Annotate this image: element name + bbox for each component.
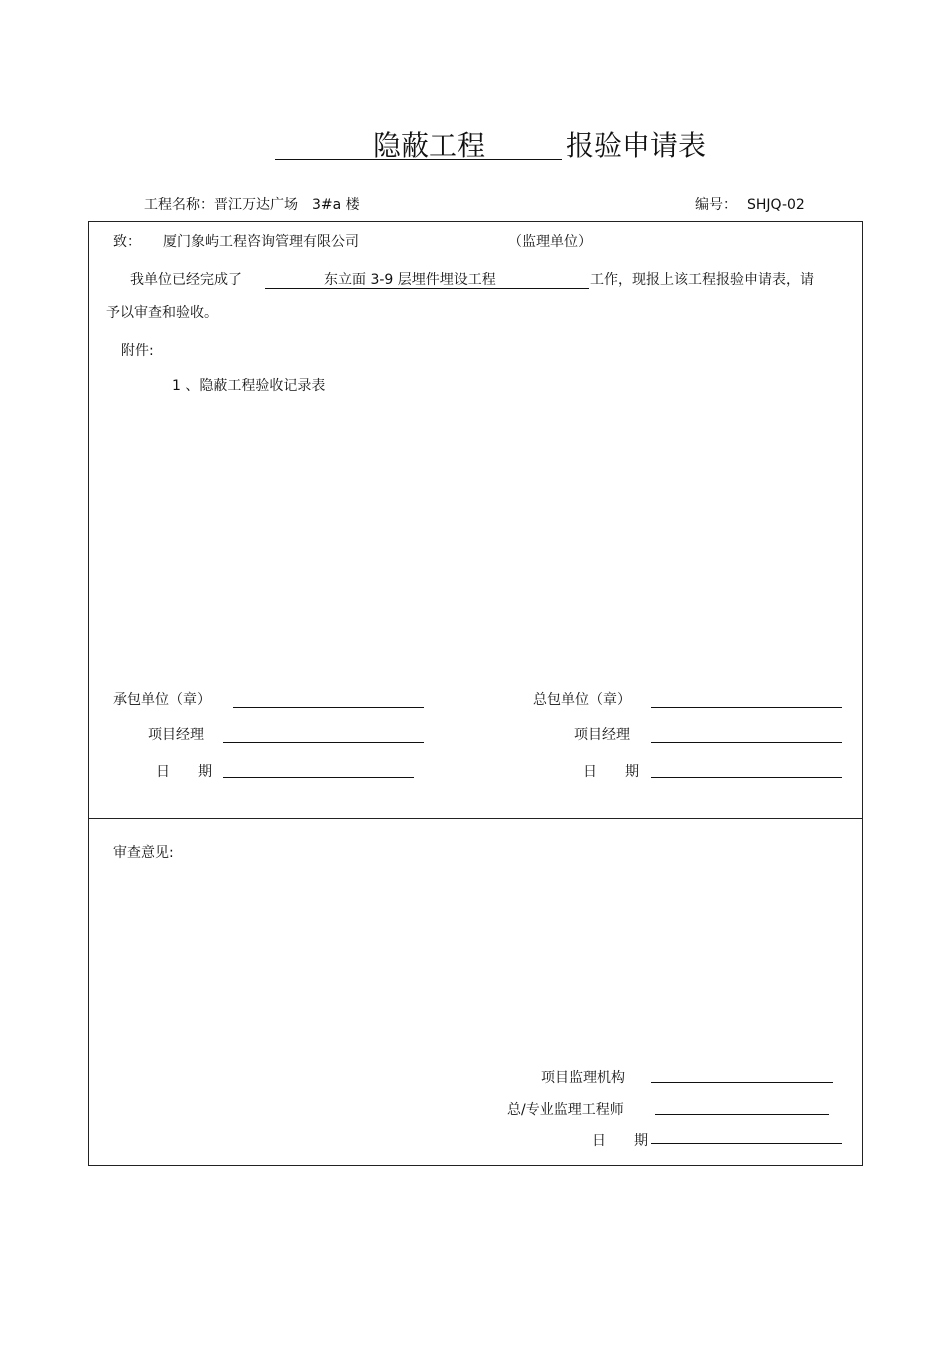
general-manager-label: 项目经理: [574, 727, 630, 743]
document-code-value: SHJQ-02: [747, 197, 805, 213]
to-label: 致：: [113, 234, 141, 250]
supervision-engineer-line: [655, 1114, 829, 1115]
project-name-label: 工程名称：: [144, 197, 214, 213]
project-name-value: 晋江万达广场 3#a 楼: [214, 197, 360, 213]
title-suffix: 报验申请表: [566, 129, 707, 162]
title-blank-value: 隐蔽工程: [373, 129, 486, 162]
document-code: [695, 196, 805, 214]
supervision-org-label: 项目监理机构: [541, 1070, 625, 1086]
general-manager-line: [651, 742, 842, 743]
supervision-date-line: [651, 1143, 842, 1144]
review-section: [88, 817, 863, 1166]
body-work: 东立面 3-9 层埋件埋设工程: [324, 272, 496, 288]
contractor-manager-label: 项目经理: [148, 727, 204, 743]
document-code-label: 编号：: [695, 197, 737, 213]
opinion-label: 审查意见:: [113, 845, 174, 861]
contractor-manager-line: [223, 742, 424, 743]
general-unit-line: [651, 707, 842, 708]
attach-label: 附件:: [121, 343, 154, 359]
general-date-line: [651, 777, 842, 778]
contractor-unit-line: [233, 707, 424, 708]
general-unit-label: 总包单位（章）: [533, 692, 631, 708]
supervision-date-label: 日 期: [592, 1133, 648, 1149]
contractor-date-label: 日 期: [156, 764, 212, 780]
body-prefix: 我单位已经完成了: [130, 272, 242, 288]
project-name: [144, 196, 360, 214]
application-section: [88, 221, 863, 819]
body-line2: 予以审查和验收。: [106, 305, 218, 321]
contractor-unit-label: 承包单位（章）: [113, 692, 211, 708]
supervision-org-line: [651, 1082, 833, 1083]
general-date-label: 日 期: [583, 764, 639, 780]
contractor-date-line: [223, 777, 414, 778]
supervision-engineer-label: 总/专业监理工程师: [507, 1102, 624, 1118]
to-role: （监理单位）: [508, 234, 592, 250]
document-title: [0, 128, 950, 168]
to-value: 厦门象屿工程咨询管理有限公司: [163, 234, 359, 250]
body-suffix: 工作，现报上该工程报验申请表，请: [590, 272, 814, 288]
attach-item: 1 、隐蔽工程验收记录表: [172, 378, 326, 394]
